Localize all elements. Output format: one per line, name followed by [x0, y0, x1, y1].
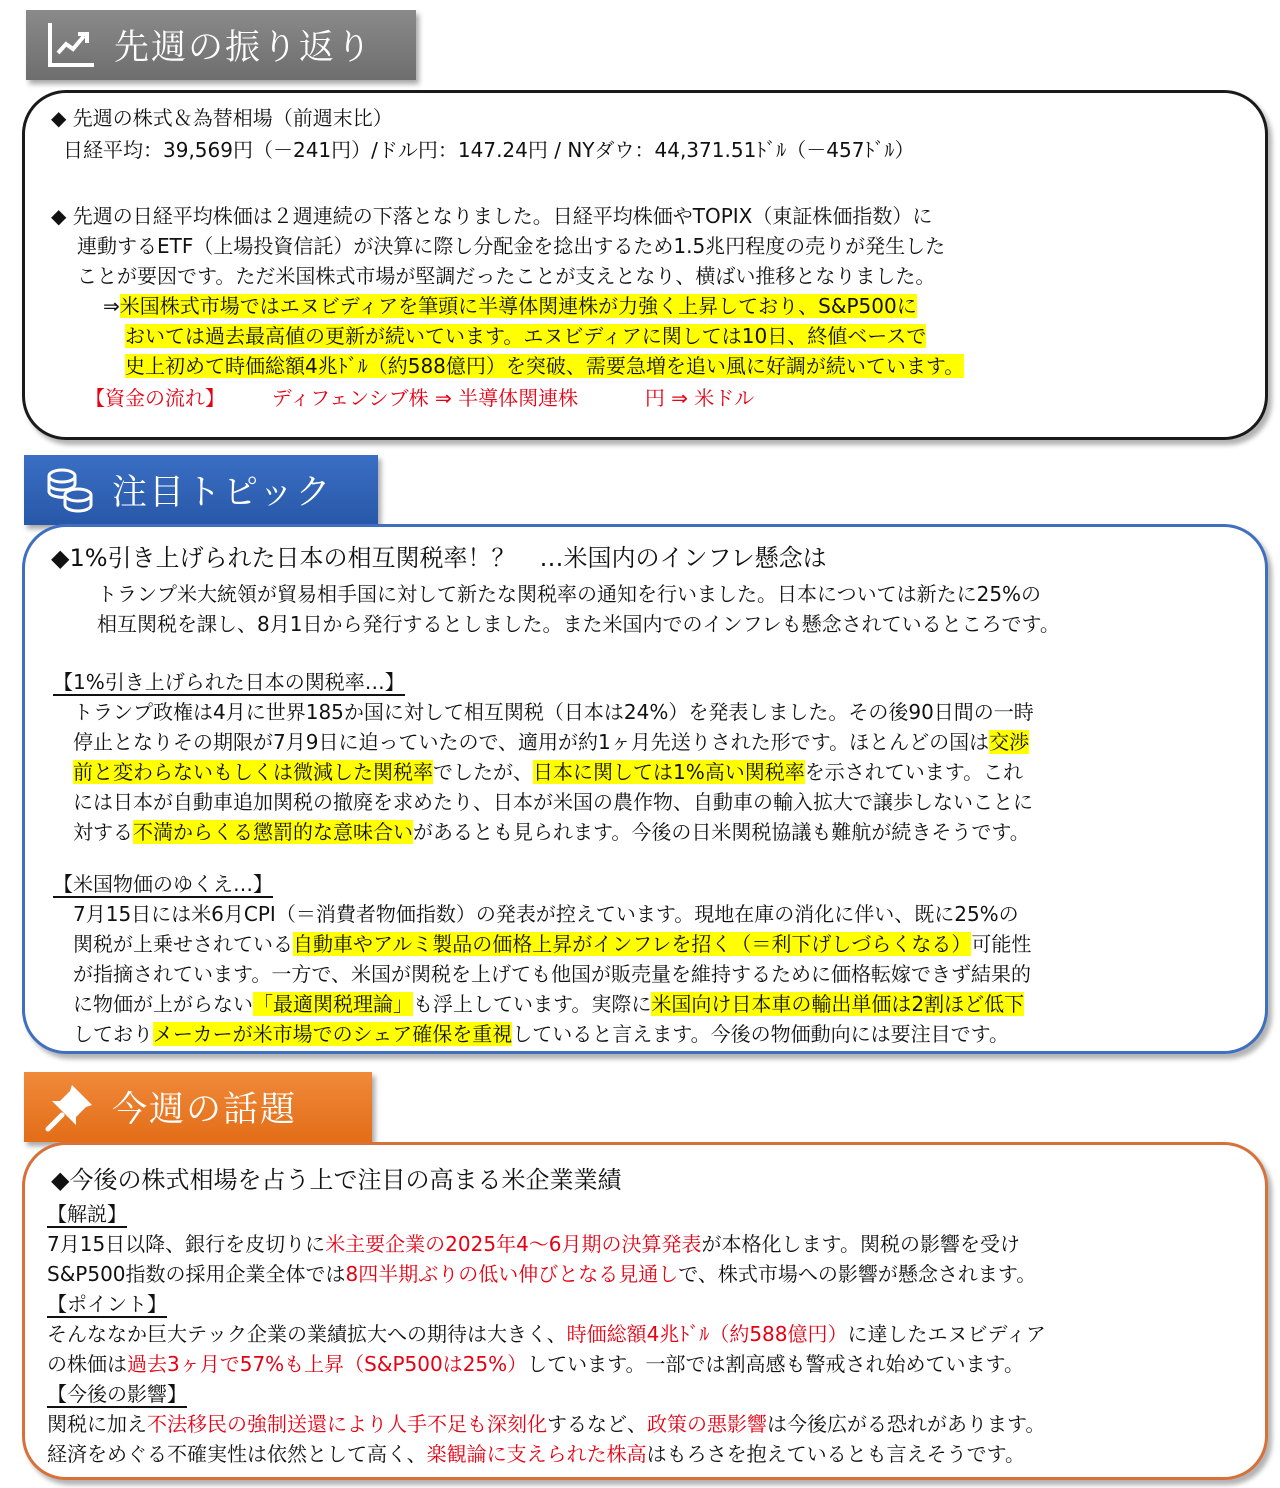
paragraph-line: ことが要因です。ただ米国株式市場が堅調だったことが支えとなり、横ばい推移となりました。 [77, 264, 936, 288]
paragraph-line: 関税に加え不法移民の強制送還により人手不足も深刻化するなど、政策の悪影響は今後広がる恐れがあります。 [47, 1412, 1046, 1436]
subheading-impact: 【今後の影響】 [47, 1382, 187, 1406]
arrow-symbol: ⇒ [103, 294, 120, 318]
section-header-last-week [26, 10, 416, 80]
paragraph-line: 7月15日以降、銀行を皮切りに米主要企業の2025年4～6月期の決算発表が本格化します。関税の影響を受け [47, 1232, 1020, 1256]
market-figures: 日経平均：39,569円（－241円）/ドル円：147.24円 / NYダウ：44,371.51ﾄﾞﾙ（－457ﾄﾞﾙ） [63, 138, 915, 162]
paragraph-line: に物価が上がらない「最適関税理論」も浮上しています。実際に米国向け日本車の輸出単価は2割ほど低下 [73, 992, 1025, 1016]
paragraph-line: ◆ 先週の日経平均株価は２週連続の下落となりました。日経平均株価やTOPIX（東証株価指数）に [51, 204, 933, 228]
money-flow-currency: 円 ⇒ 米ドル [644, 386, 755, 410]
paragraph-line: には日本が自動車追加関税の撤廃を求めたり、日本が米国の農作物、自動車の輸入拡大で譲歩しないことに [73, 790, 1033, 814]
paragraph-line: そんななか巨大テック企業の業績拡大への期待は大きく、時価総額4兆ﾄﾞﾙ（約588億円）に達したエヌビディア [47, 1322, 1046, 1346]
highlight-text: おいては過去最高値の更新が続いています。エヌビディアに関しては10日、終値ベースで [125, 324, 927, 348]
paragraph-line: が指摘されています。一方で、米国が関税を上げても他国が販売量を維持するために価格転嫁できず結果的 [73, 962, 1031, 986]
money-flow-line [85, 383, 754, 413]
paragraph-line: 連動するETF（上場投資信託）が決算に際し分配金を捻出するため1.5兆円程度の売りが発生した [77, 234, 946, 258]
topic-heading: ◆1%引き上げられた日本の相互関税率！？ …米国内のインフレ懸念は [51, 544, 827, 572]
highlight-line [125, 321, 926, 351]
highlight-text: 史上初めて時価総額4兆ﾄﾞﾙ（約588億円）を突破、需要急増を追い風に好調が続いています。 [125, 354, 965, 378]
intro-line: 相互関税を課し、8月1日から発行するとしました。また米国内でのインフレも懸念されているところです。 [97, 612, 1060, 636]
paragraph-line: 前と変わらないもしくは微減した関税率でしたが、日本に関しては1%高い関税率を示されています。これ [73, 760, 1024, 784]
line-chart-icon [44, 17, 100, 73]
paragraph-line: 関税が上乗せされている自動車やアルミ製品の価格上昇がインフレを招く（＝利下げしづらくなる）可能性 [73, 932, 1032, 956]
paragraph-line: の株価は過去3ヶ月で57%も上昇（S&P500は25%）しています。一部では割高感も警戒され始めています。 [47, 1352, 1024, 1376]
last-week-box [22, 90, 1268, 440]
paragraph-line: 7月15日には米6月CPI（＝消費者物価指数）の発表が控えています。現地在庫の消化に伴い、既に25%の [73, 902, 1019, 926]
section-title: 今週の話題 [112, 1090, 298, 1130]
market-summary-heading: ◆ 先週の株式＆為替相場（前週末比） [51, 106, 393, 130]
this-week-heading: ◆今後の株式相場を占う上で注目の高まる米企業業績 [51, 1166, 622, 1194]
section-header-topic [24, 455, 378, 525]
subheading-point: 【ポイント】 [47, 1292, 167, 1316]
section-header-this-week [24, 1072, 372, 1142]
paragraph-line: 停止となりその期限が7月9日に迫っていたので、適用が約1ヶ月先送りされた形です。ほとんどの国は交渉 [73, 730, 1030, 754]
topic-box [22, 524, 1268, 1054]
paragraph-line: しておりメーカーが米市場でのシェア確保を重視していると言えます。今後の物価動向には要注目です。 [73, 1022, 1010, 1046]
money-flow-stocks: ディフェンシブ株 ⇒ 半導体関連株 [271, 386, 579, 410]
highlight-line [103, 291, 917, 321]
subheading-prices: 【米国物価のゆくえ…】 [53, 872, 273, 896]
pushpin-icon [42, 1079, 98, 1135]
money-flow-label: 【資金の流れ】 [85, 386, 225, 410]
this-week-box [22, 1142, 1268, 1480]
paragraph-line: 対する不満からくる懲罰的な意味合いがあるとも見られます。今後の日米関税協議も難航が続きそうです。 [73, 820, 1030, 844]
section-title: 先週の振り返り [114, 28, 374, 68]
coins-icon [42, 462, 98, 518]
highlight-line [125, 351, 964, 381]
paragraph-line: トランプ政権は4月に世界185か国に対して相互関税（日本は24%）を発表しました。その後90日間の一時 [73, 700, 1034, 724]
paragraph-line: 経済をめぐる不確実性は依然として高く、楽観論に支えられた株高はもろさを抱えているとも言えそうです。 [47, 1442, 1026, 1466]
intro-line: トランプ米大統領が貿易相手国に対して新たな関税率の通知を行いました。日本については新たに25%の [97, 582, 1042, 606]
highlight-text: 米国株式市場ではエヌビディアを筆頭に半導体関連株が力強く上昇しており、S&P500に [119, 294, 917, 318]
section-title: 注目トピック [112, 473, 333, 513]
paragraph-line: S&P500指数の採用企業全体では8四半期ぶりの低い伸びとなる見通しで、株式市場への影響が懸念されます。 [47, 1262, 1037, 1286]
subheading-tariff: 【1%引き上げられた日本の関税率…】 [53, 670, 405, 694]
subheading-commentary: 【解説】 [47, 1202, 127, 1226]
